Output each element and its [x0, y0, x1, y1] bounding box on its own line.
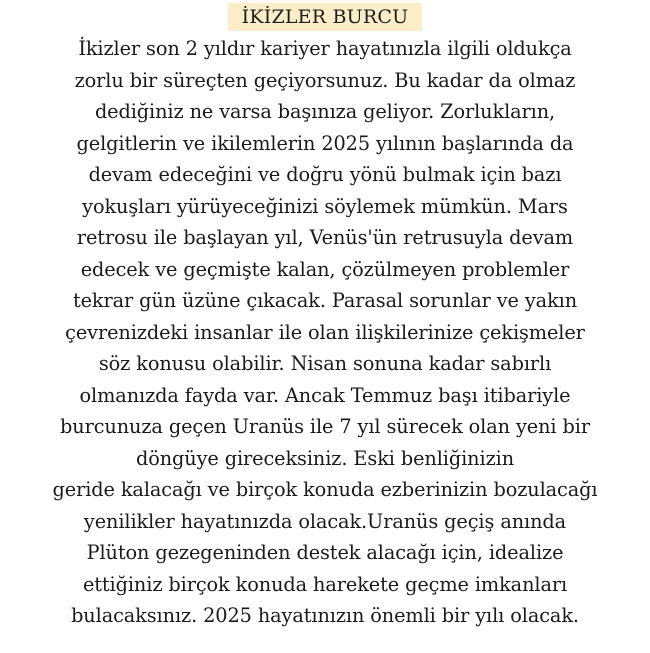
- body-line: Plüton gezegeninden destek alacağı için, idealize: [86, 541, 564, 564]
- body-line: zorlu bir süreçten geçiyorsunuz. Bu kadar da olmaz: [74, 68, 576, 92]
- body-line: tekrar gün üzüne çıkacak. Parasal sorunlar ve yakın: [72, 289, 578, 312]
- body-line: devam edeceğini ve doğru yönü bulmak için bazı: [88, 163, 562, 186]
- body-line: yokuşları yürüyeceğinizi söylemek mümkün. Mars: [82, 194, 568, 218]
- body-line: retrosu ile başlayan yıl, Venüs'ün retrusuyla devam: [76, 226, 574, 249]
- body-line: dediğiniz ne varsa başınıza geliyor. Zorlukların,: [94, 100, 556, 123]
- title-wrap: [0, 3, 650, 33]
- horoscope-title: İKİZLER BURCU: [228, 3, 423, 31]
- body-line: ettiğiniz birçok konuda harekete geçme imkanları: [82, 572, 568, 596]
- horoscope-body: [0, 33, 650, 632]
- body-line: söz konusu olabilir. Nisan sonuna kadar sabırlı: [98, 352, 552, 375]
- body-line: gelgitlerin ve ikilemlerin 2025 yılının başlarında da: [76, 131, 574, 155]
- body-line: döngüye gireceksiniz. Eski benliğinizin: [135, 446, 515, 470]
- body-line: burcunuza geçen Uranüs ile 7 yıl sürecek olan yeni bir: [60, 415, 590, 438]
- body-line: yenilikler hayatınızda olacak.Uranüs geçiş anında: [83, 509, 567, 533]
- body-line: bulacaksınız. 2025 hayatınızın önemli bir yılı olacak.: [71, 604, 579, 627]
- body-line: çevrenizdeki insanlar ile olan ilişkilerinize çekişmeler: [65, 320, 585, 344]
- body-line: olmanızda fayda var. Ancak Temmuz başı itibariyle: [79, 383, 571, 407]
- body-line: geride kalacağı ve birçok konuda ezberinizin bozulacağı: [52, 478, 598, 501]
- body-line: edecek ve geçmişte kalan, çözülmeyen problemler: [80, 257, 570, 281]
- body-line: İkizler son 2 yıldır kariyer hayatınızla ilgili oldukça: [78, 37, 572, 60]
